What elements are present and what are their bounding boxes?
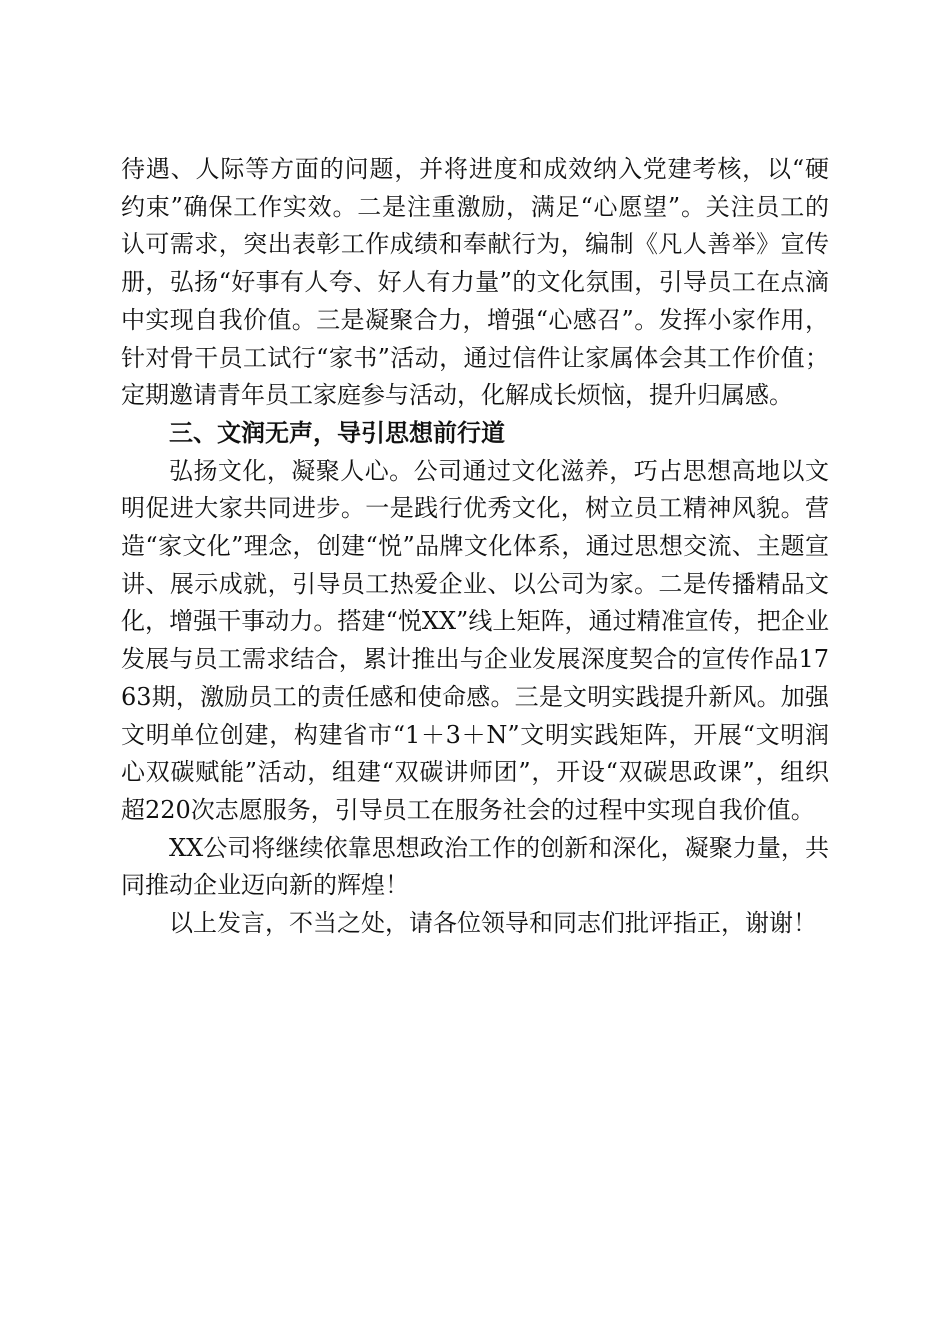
paragraph-continuation: 待遇、人际等方面的问题，并将进度和成效纳入党建考核，以“硬约束”确保工作实效。二是注重激励，满足“心愿望”。关注员工的认可需求，突出表彰工作成绩和奉献行为，编制《凡人善举》宣传册，弘扬“好事有人夸、好人有力量”的文化氛围，引导员工在点滴中实现自我价值。三是凝聚合力，增强“心感召”。发挥小家作用，针对骨干员工试行“家书”活动，通过信件让家属体会其工作价值；定期邀请青年员工家庭参与活动，化解成长烦恼，提升归属感。 bbox=[121, 155, 829, 410]
paragraph-closing: 以上发言，不当之处，请各位领导和同志们批评指正，谢谢！ bbox=[169, 909, 817, 938]
section-heading-3: 三、文润无声，导引思想前行道 bbox=[169, 418, 505, 447]
paragraph-culture: 弘扬文化，凝聚人心。公司通过文化滋养，巧占思想高地以文明促进大家共同进步。一是践行优秀文化，树立员工精神风貌。营造“家文化”理念，创建“悦”品牌文化体系，通过思想交流、主题宣讲、展示成就，引导员工热爱企业、以公司为家。二是传播精品文化，增强干事动力。搭建“悦XX”线上矩阵，通过精准宣传，把企业发展与员工需求结合，累计推出与企业发展深度契合的宣传作品1763期，激励员工的责任感和使命感。三是文明实践提升新风。加强文明单位创建，构建省市“1＋3＋N”文明实践矩阵，开展“文明润心双碳赋能”活动，组建“双碳讲师团”，开设“双碳思政课”，组织超220次志愿服务，引导员工在服务社会的过程中实现自我价值。 bbox=[121, 456, 829, 824]
paragraph-conclusion: XX公司将继续依靠思想政治工作的创新和深化，凝聚力量，共同推动企业迈向新的辉煌！ bbox=[121, 833, 829, 900]
document-body bbox=[121, 151, 829, 943]
